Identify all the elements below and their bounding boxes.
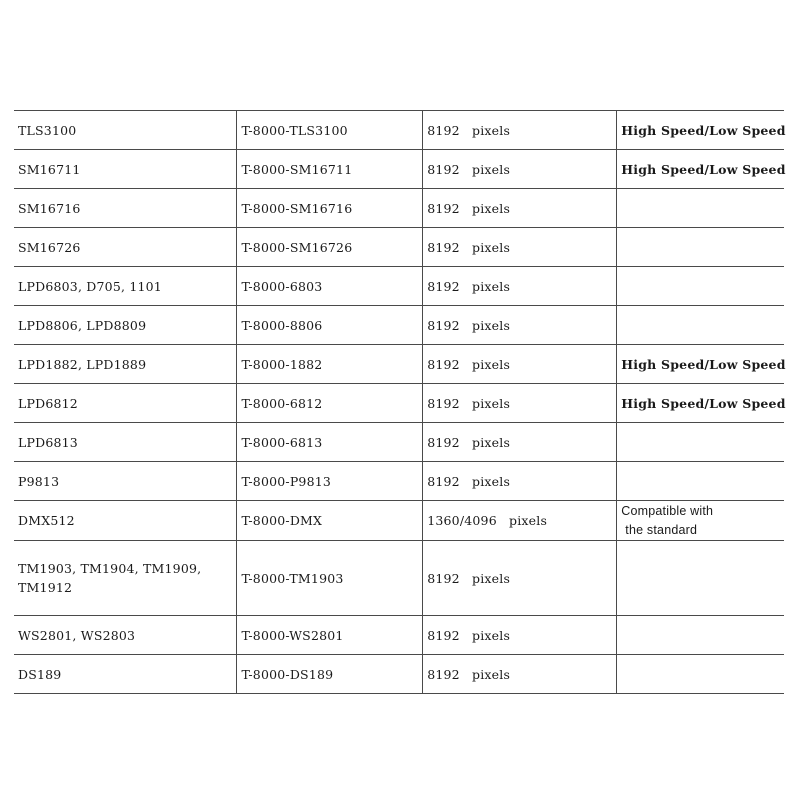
pixels-cell: 8192 pixels [423, 462, 617, 501]
note-cell: High Speed/Low Speed [617, 111, 784, 150]
table-row [14, 423, 784, 462]
model-cell: T-8000-8806 [237, 306, 423, 345]
note-cell [617, 462, 784, 501]
note-cell [617, 228, 784, 267]
model-cell: T-8000-6812 [237, 384, 423, 423]
chip-cell: DS189 [14, 655, 237, 694]
table-row [14, 306, 784, 345]
chip-cell: P9813 [14, 462, 237, 501]
chip-cell: SM16726 [14, 228, 237, 267]
pixels-cell: 8192 pixels [423, 541, 617, 616]
table-row [14, 150, 784, 189]
pixels-cell: 8192 pixels [423, 616, 617, 655]
model-cell: T-8000-TM1903 [237, 541, 423, 616]
table-row [14, 384, 784, 423]
pixels-cell: 8192 pixels [423, 655, 617, 694]
pixels-cell: 8192 pixels [423, 228, 617, 267]
table-row [14, 655, 784, 694]
chip-cell: LPD6813 [14, 423, 237, 462]
model-cell: T-8000-DMX [237, 501, 423, 541]
table-row [14, 616, 784, 655]
chip-cell: SM16711 [14, 150, 237, 189]
note-cell: High Speed/Low Speed [617, 150, 784, 189]
model-cell: T-8000-SM16716 [237, 189, 423, 228]
note-cell: High Speed/Low Speed [617, 345, 784, 384]
note-cell [617, 616, 784, 655]
note-cell [617, 189, 784, 228]
table-row [14, 541, 784, 616]
table-row [14, 267, 784, 306]
table-row [14, 462, 784, 501]
model-cell: T-8000-TLS3100 [237, 111, 423, 150]
note-line: Compatible with [621, 503, 714, 518]
chip-cell: LPD8806, LPD8809 [14, 306, 237, 345]
pixels-cell: 8192 pixels [423, 384, 617, 423]
pixels-cell: 8192 pixels [423, 189, 617, 228]
table-row [14, 228, 784, 267]
model-cell: T-8000-SM16726 [237, 228, 423, 267]
pixels-cell: 1360/4096 pixels [423, 501, 617, 541]
chip-cell: TLS3100 [14, 111, 237, 150]
note-cell [617, 501, 784, 541]
chip-cell: WS2801, WS2803 [14, 616, 237, 655]
pixels-cell: 8192 pixels [423, 345, 617, 384]
note-cell [617, 541, 784, 616]
chip-cell: LPD6812 [14, 384, 237, 423]
model-cell: T-8000-WS2801 [237, 616, 423, 655]
pixels-cell: 8192 pixels [423, 150, 617, 189]
table-row [14, 111, 784, 150]
pixels-cell: 8192 pixels [423, 423, 617, 462]
note-cell [617, 423, 784, 462]
chip-cell: DMX512 [14, 501, 237, 541]
model-cell: T-8000-DS189 [237, 655, 423, 694]
note-line: the standard [625, 522, 698, 537]
table-row [14, 345, 784, 384]
table-row [14, 189, 784, 228]
pixels-cell: 8192 pixels [423, 306, 617, 345]
note-cell [617, 655, 784, 694]
chip-cell: TM1903, TM1904, TM1909, TM1912 [14, 541, 237, 616]
table-row [14, 501, 784, 541]
note-cell [617, 306, 784, 345]
chip-cell: LPD6803, D705, 1101 [14, 267, 237, 306]
model-cell: T-8000-6803 [237, 267, 423, 306]
note-cell [617, 267, 784, 306]
model-cell: T-8000-1882 [237, 345, 423, 384]
chip-cell: SM16716 [14, 189, 237, 228]
model-cell: T-8000-SM16711 [237, 150, 423, 189]
model-cell: T-8000-P9813 [237, 462, 423, 501]
pixels-cell: 8192 pixels [423, 111, 617, 150]
controller-spec-table [14, 110, 784, 694]
model-cell: T-8000-6813 [237, 423, 423, 462]
pixels-cell: 8192 pixels [423, 267, 617, 306]
chip-cell: LPD1882, LPD1889 [14, 345, 237, 384]
note-cell: High Speed/Low Speed [617, 384, 784, 423]
